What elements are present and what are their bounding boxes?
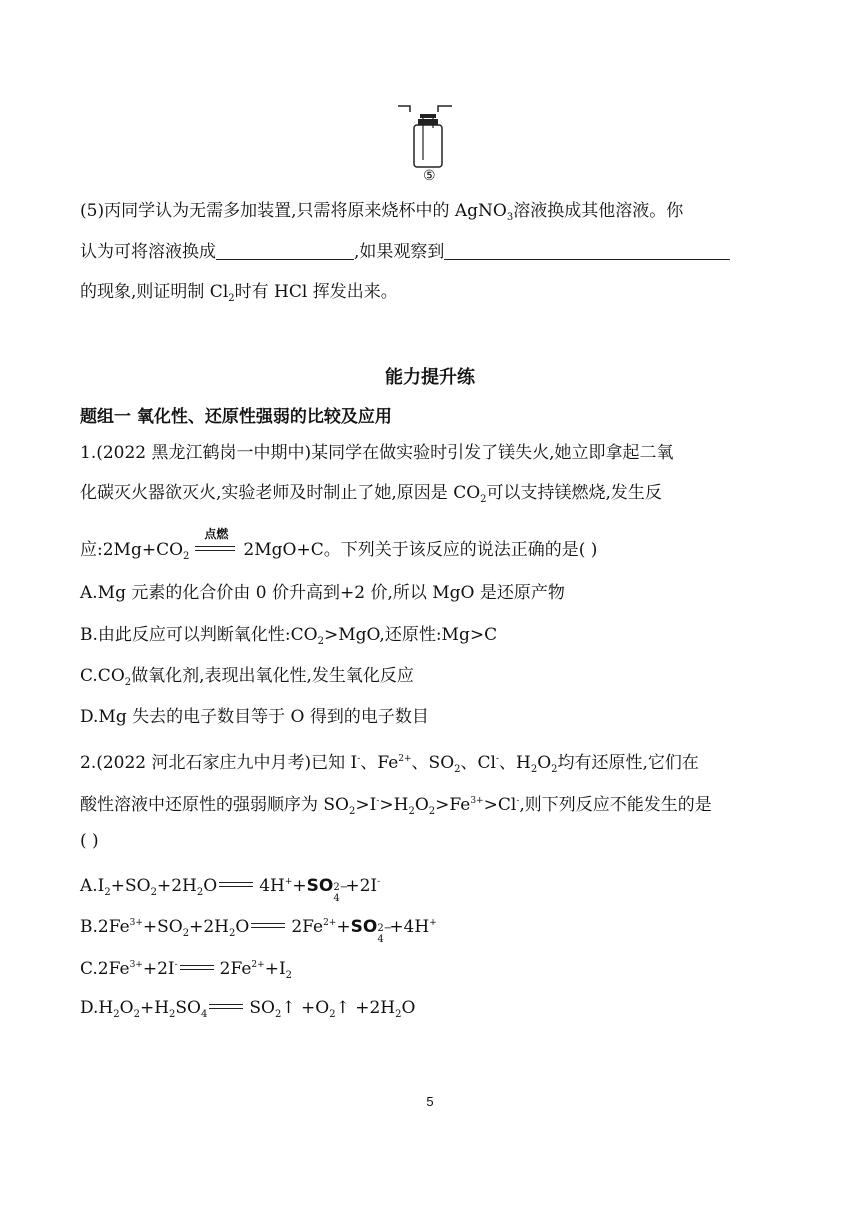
q2-option-a: $A.I_2+SO_2+2H_2O$ 4H++SO 2− 4 +2I- — [80, 871, 380, 904]
reaction-arrow: 点燃 — [193, 537, 239, 559]
equals-sign — [251, 914, 287, 936]
q1-line-1: 1.(2022 黑龙江鹤岗一中期中)某同学在做实验时引发了镁失火,她立即拿起二氧 — [80, 443, 674, 463]
figure-label: ⑤ — [423, 168, 436, 184]
equals-sign — [209, 995, 245, 1017]
q2-option-d: $D.H_2O_2+H_2SO_4$ $SO_2↑$ $+O_2↑ +2H_2O$ — [80, 995, 415, 1026]
q1-option-c: $C.CO_2$做氧化剂,表现出氧化性,发生氧化反应 — [80, 666, 414, 688]
q2-line-2: 酸性溶液中还原性的强弱顺序为 $SO_2>I^->H_2O_2>Fe^{3+}>Cl^-$,则下列反应不能发生的是 — [80, 795, 712, 817]
section-title: 能力提升练 — [385, 367, 475, 388]
q1-option-a: A.Mg 元素的化合价由 0 价升高到+2 价,所以 MgO 是还原产物 — [80, 583, 565, 603]
equals-sign — [180, 956, 216, 978]
q2-option-b: $B.2Fe^{3+}+SO_2+2H_2O$ $2Fe^{2+}+SO$ 2− 4 +4H+ — [80, 912, 437, 945]
page-number: 5 — [426, 1094, 434, 1109]
q1-option-d: D.Mg 失去的电子数目等于 O 得到的电子数目 — [80, 707, 429, 727]
q1-option-b: B.由此反应可以判断氧化性$:CO_2>MgO$,还原性:Mg>C — [80, 625, 498, 647]
q2-line-1: 2.(2022 河北石家庄九中月考)已知 I-、$Fe^{2+}$、$SO_2$、Cl-、$H_2O_2$均有还原性,它们在 — [80, 753, 699, 775]
q1-line-3: 应$:2Mg+CO_2$ 点燃 2MgO+C。下列关于该反应的说法正确的是( ) — [80, 527, 598, 562]
equals-sign — [219, 873, 255, 895]
q5-line-1: (5)丙同学认为无需多加装置,只需将原来烧杯中的 AgNO$_3$溶液换成其他溶液。你 — [80, 201, 684, 223]
q5-line-2: 认为可将溶液换成 ,如果观察到 — [80, 241, 730, 263]
q2-option-c: $C.2Fe^{3+}+2I^-$ $2Fe^{2+}+I_2$ — [80, 954, 292, 987]
q5-line-3: 的现象,则证明制 $Cl_2$时有 HCl 挥发出来。 — [80, 282, 398, 304]
answer-blank-phenomenon[interactable] — [444, 241, 730, 260]
group-title: 题组一 氧化性、还原性强弱的比较及应用 — [80, 407, 392, 427]
answer-blank-solution[interactable] — [216, 241, 354, 260]
q2-line-3: ( ) — [80, 831, 99, 851]
q1-line-2: 化碳灭火器欲灭火,实验老师及时制止了她,原因是 $CO_2$可以支持镁燃烧,发生反 — [80, 483, 662, 505]
